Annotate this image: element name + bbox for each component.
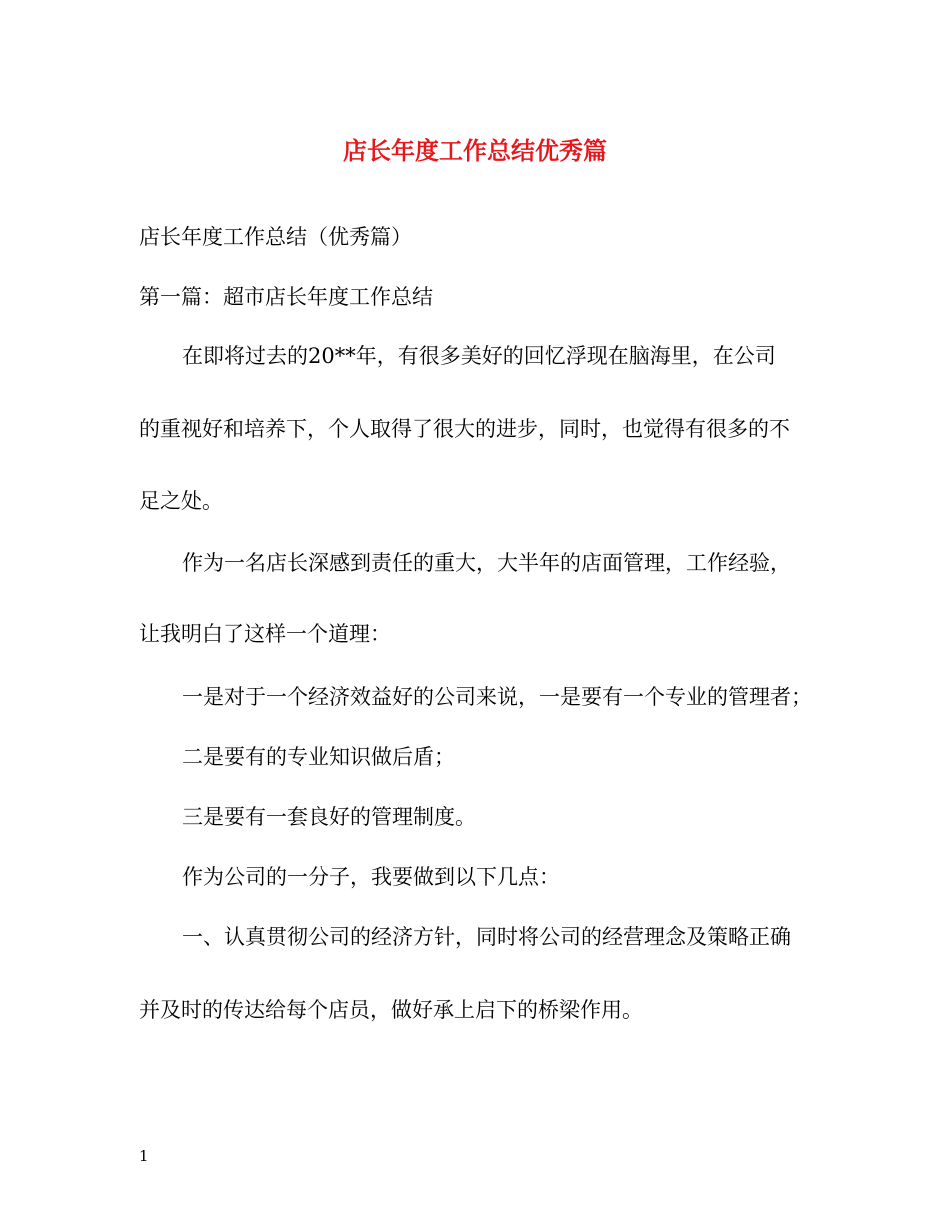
paragraph-line: 三是要有一套良好的管理制度。	[182, 805, 476, 829]
paragraph-line: 作为公司的一分子，我要做到以下几点：	[182, 865, 560, 889]
document-title: 店长年度工作总结优秀篇	[343, 137, 607, 165]
paragraph-line: 并及时的传达给每个店员，做好承上启下的桥梁作用。	[139, 998, 643, 1022]
paragraph-line: 足之处。	[139, 489, 223, 513]
page-number: 1	[139, 1147, 149, 1165]
paragraph-line: 的重视好和培养下，个人取得了很大的进步，同时，也觉得有很多的不	[139, 417, 790, 441]
paragraph-line: 一、认真贯彻公司的经济方针，同时将公司的经营理念及策略正确	[182, 925, 791, 949]
paragraph-line: 让我明白了这样一个道理：	[139, 622, 391, 646]
paragraph-line: 二是要有的专业知识做后盾；	[182, 745, 455, 769]
paragraph-line: 在即将过去的20**年，有很多美好的回忆浮现在脑海里，在公司	[182, 344, 776, 368]
paragraph-line: 一是对于一个经济效益好的公司来说，一是要有一个专业的管理者；	[182, 685, 812, 709]
paragraph-line: 作为一名店长深感到责任的重大，大半年的店面管理，工作经验，	[182, 551, 791, 575]
section-heading: 第一篇：超市店长年度工作总结	[139, 285, 433, 309]
document-subtitle: 店长年度工作总结（优秀篇）	[139, 225, 412, 249]
